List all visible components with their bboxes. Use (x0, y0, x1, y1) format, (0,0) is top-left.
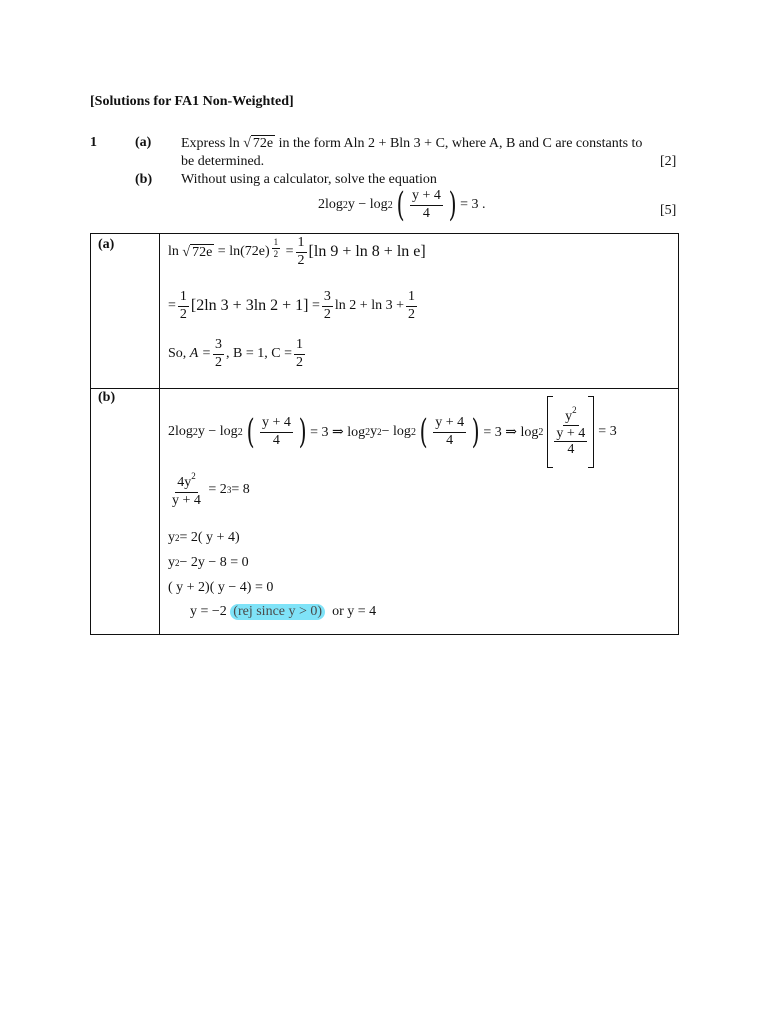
part-b-label: (b) (135, 172, 153, 187)
solution-b-line-3: y 2 = 2( y + 4) (168, 530, 240, 545)
part-b-marks: [5] (660, 203, 677, 218)
part-b-equation: 2log 2 y − log 2 ( $\frac{y + 4}{4}$ ) = 3 . (318, 185, 486, 225)
solution-b-line-6: y = −2 (rej since y > 0) or y = 4 (190, 604, 377, 619)
solution-a-line-1: ln √ 72e = ln (72e) $\frac{1}{2}$ = $\frac{1}{2}$ [ln 9 + ln 8 + ln e] (168, 235, 426, 268)
solution-a-line-3: So, A = $\frac{3}{2}$ , B = 1, C = $\frac{1}{2}$ (168, 337, 304, 370)
sqrt-symbol: √ 72e (243, 136, 274, 151)
part-a-prompt-cont: be determined. (181, 154, 265, 169)
solution-a-line-2: = $\frac{1}{2}$ [2ln 3 + 3ln 2 + 1] = $\frac{3}{2}$ ln 2 + ln 3 + $\frac{1}{2}$ (168, 289, 415, 322)
rejection-note-highlight: (rej since y > 0) (230, 604, 325, 620)
page-heading: [Solutions for FA1 Non-Weighted] (90, 94, 294, 109)
solution-b-label: (b) (98, 390, 116, 405)
big-bracket: $y^2$ y + 4 4 (547, 396, 594, 468)
solution-b-line-4: y 2 − 2y − 8 = 0 (168, 555, 249, 570)
solution-b-line-1: 2log 2 y − log 2 ( $\frac{y + 4}{4}$ ) = 3 ⇒ log 2 y 2 − log 2 ( $\frac{y + 4}{4}$ ) = 3 ⇒ log 2 $y^2$ y + 4 4 = 3 (168, 396, 617, 468)
part-a-prompt: Express ln √ 72e in the form Aln 2 + Bln 3 + C, where A, B and C are constants to (181, 136, 643, 151)
part-a-label: (a) (135, 135, 152, 150)
solution-b-line-2: $\frac{4y^2}{y + 4}$ = 2 3 = 8 (172, 471, 250, 508)
part-a-marks: [2] (660, 154, 677, 169)
solution-a-label: (a) (98, 237, 115, 252)
question-number: 1 (90, 135, 97, 150)
part-b-prompt: Without using a calculator, solve the equation (181, 172, 437, 187)
solution-b-line-5: ( y + 2)( y − 4) = 0 (168, 580, 274, 595)
